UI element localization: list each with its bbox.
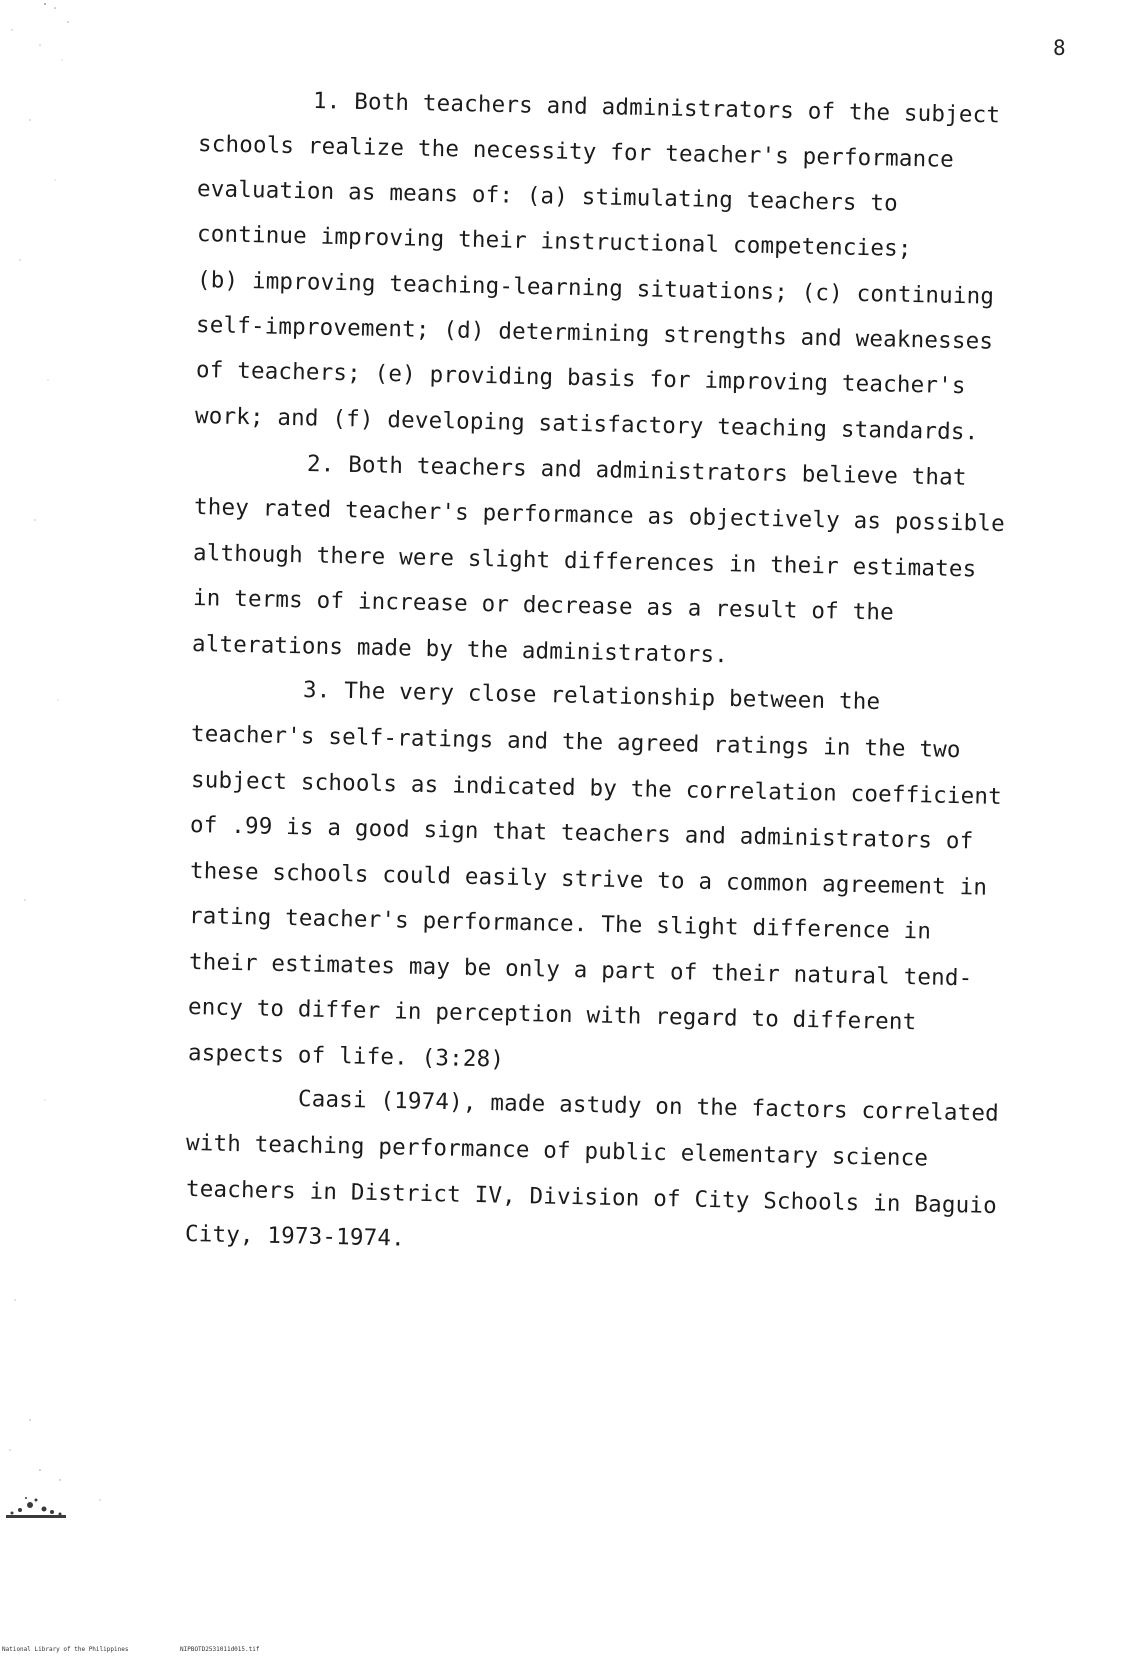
text-line-11: although there were slight differences in their estimates — [192, 540, 977, 583]
text-line-25: teachers in District IV, Division of City Schools in Baguio — [185, 1176, 998, 1219]
text-line-3: evaluation as means of: (a) stimulating teachers to — [196, 176, 899, 217]
text-line-22: aspects of life. (3:28) — [187, 1040, 505, 1073]
text-line-19: rating teacher's performance. The slight difference in — [188, 903, 932, 945]
text-line-10: they rated teacher's performance as objectively as possible — [193, 494, 1006, 537]
text-line-14: 3. The very close relationship between the — [302, 677, 881, 716]
text-line-2: schools realize the necessity for teacher's performance — [197, 131, 955, 173]
text-line-1: 1. Both teachers and administrators of the subject — [312, 88, 1001, 129]
text-line-6: self-improvement; (d) determining strengths and weaknesses — [195, 312, 994, 355]
text-line-12: in terms of increase or decrease as a result of the — [192, 585, 895, 626]
text-line-16: subject schools as indicated by the correlation coefficient — [190, 767, 1003, 810]
text-line-21: ency to differ in perception with regard to different — [187, 994, 917, 1036]
text-line-8: work; and (f) developing satisfactory teaching standards. — [194, 403, 979, 446]
text-line-18: these schools could easily strive to a common agreement in — [189, 858, 988, 901]
text-line-9: 2. Both teachers and administrators believe that — [306, 451, 967, 491]
text-line-17: of .99 is a good sign that teachers and administrators of — [189, 812, 974, 855]
text-line-24: with teaching performance of public elementary science — [185, 1130, 929, 1172]
text-line-26: City, 1973-1974. — [184, 1221, 406, 1252]
text-line-7: of teachers; (e) providing basis for improving teacher's — [195, 357, 966, 400]
text-line-23: Caasi (1974), made astudy on the factors correlated — [297, 1086, 1000, 1127]
text-line-4: continue improving their instructional competencies; — [196, 221, 912, 262]
text-line-20: their estimates may be only a part of their natural tend- — [188, 949, 973, 992]
scan-speckle-decoration — [0, 0, 120, 1658]
text-line-13: alterations made by the administrators. — [191, 631, 729, 669]
page-number: 8 — [1053, 36, 1066, 60]
text-line-5: (b) improving teaching-learning situations; (c) continuing — [196, 267, 995, 310]
footer-file-name: NIPBOTD2531011d015.tif — [180, 1646, 260, 1653]
text-line-15: teacher's self-ratings and the agreed ratings in the two — [190, 721, 961, 764]
footer-library-credit: National Library of the Philippines — [2, 1646, 129, 1653]
